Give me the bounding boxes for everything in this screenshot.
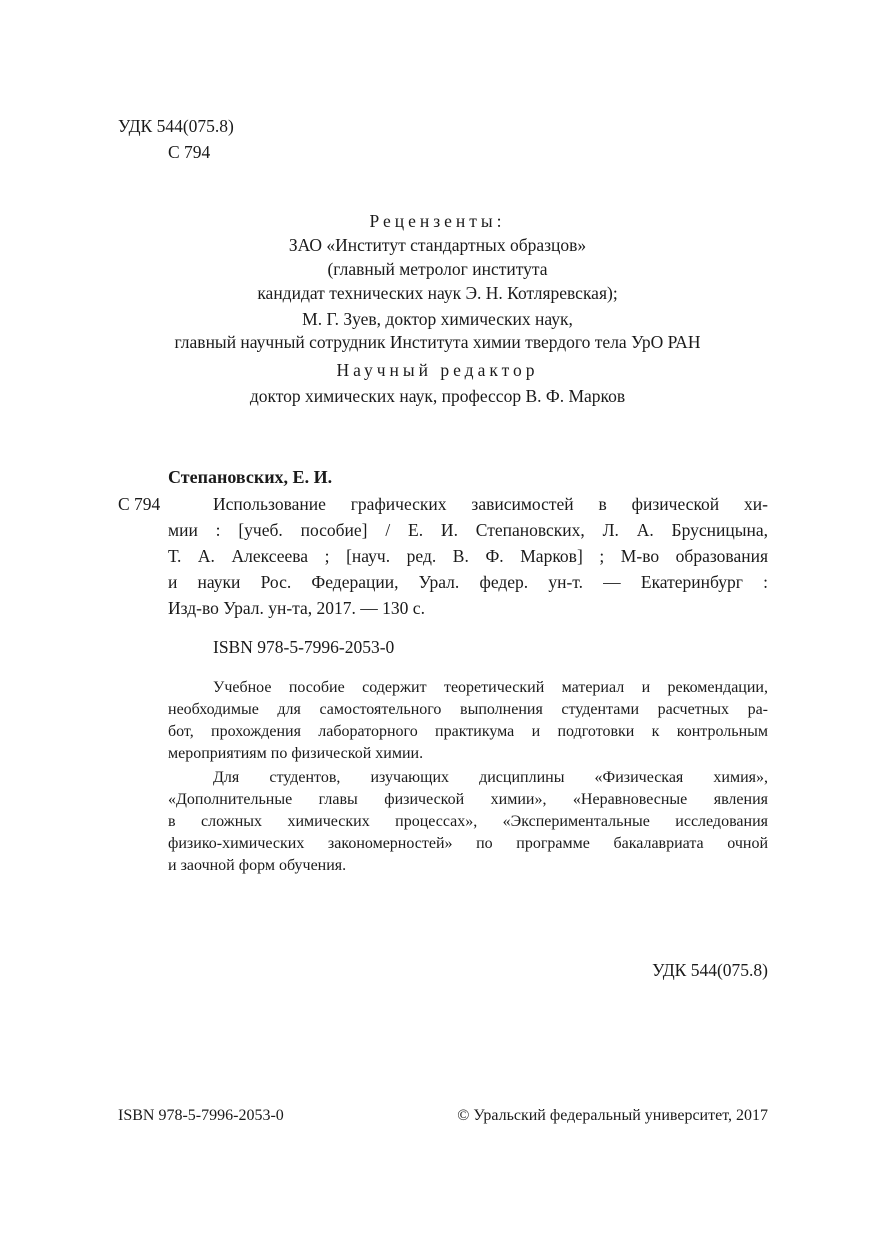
annotation-line: необходимые для самостоятельного выполнения студентами расчетных ра- [168, 701, 768, 718]
annotation-line: бот, прохождения лабораторного практикума и подготовки к контрольным [168, 723, 768, 740]
udk-header: УДК 544(075.8) [118, 116, 234, 136]
bib-line: мии : [учеб. пособие] / Е. И. Степановских, Л. А. Брусницына, [168, 520, 768, 540]
bib-line: Т. А. Алексеева ; [науч. ред. В. Ф. Марков] ; М-во образования [168, 546, 768, 566]
copyright: © Уральский федеральный университет, 2017 [457, 1107, 768, 1124]
author-heading: Степановских, Е. И. [168, 467, 333, 487]
bib-line: и науки Рос. Федерации, Урал. федер. ун-т. — Екатеринбург : [168, 572, 768, 592]
reviewer-line: главный научный сотрудник Института химии твердого тела УрО РАН [174, 332, 701, 352]
udk-footer: УДК 544(075.8) [652, 960, 768, 980]
bib-code: С 794 [118, 494, 161, 514]
isbn-line: ISBN 978-5-7996-2053-0 [213, 637, 395, 657]
annotation-line: и заочной форм обучения. [168, 857, 347, 874]
editor-heading: Научный редактор [336, 360, 539, 380]
classification-code: С 794 [168, 142, 211, 162]
annotation-line: мероприятиям по физической химии. [168, 745, 424, 762]
reviewer-line: кандидат технических наук Э. Н. Котляревская); [257, 283, 618, 303]
reviewer-line: (главный метролог института [327, 259, 548, 279]
footer-isbn: ISBN 978-5-7996-2053-0 [118, 1107, 284, 1124]
annotation-line: Учебное пособие содержит теоретический материал и рекомендации, [213, 679, 768, 696]
editor-line: доктор химических наук, профессор В. Ф. Марков [249, 386, 626, 406]
annotation-line: в сложных химических процессах», «Экспериментальные исследования [168, 813, 768, 830]
annotation-line: Для студентов, изучающих дисциплины «Физическая химия», [213, 769, 768, 786]
reviewer-line: М. Г. Зуев, доктор химических наук, [302, 309, 573, 329]
reviewer-line: ЗАО «Институт стандартных образцов» [288, 235, 587, 255]
bib-line: Изд-во Урал. ун-та, 2017. — 130 с. [168, 598, 425, 618]
annotation-line: физико-химических закономерностей» по программе бакалавриата очной [168, 835, 768, 852]
reviewers-heading: Рецензенты: [369, 211, 506, 231]
annotation-line: «Дополнительные главы физической химии», «Неравновесные явления [168, 791, 768, 808]
bib-line: Использование графических зависимостей в физической хи- [213, 494, 768, 514]
